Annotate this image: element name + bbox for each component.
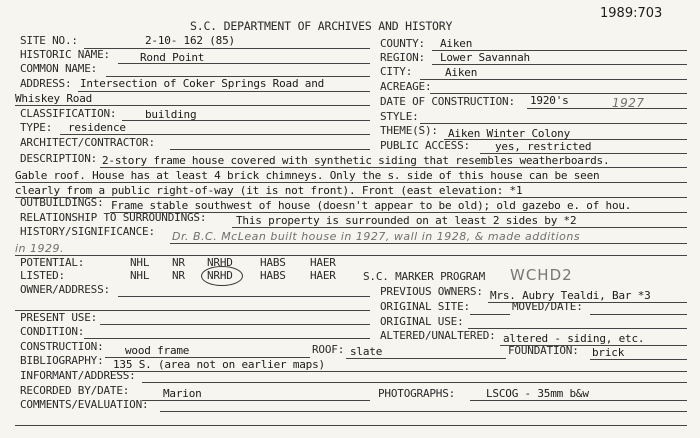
site-no-value: 2-10- 162 (85) <box>145 34 235 47</box>
original-site-label: ORIGINAL SITE: <box>380 300 470 313</box>
classification-label: CLASSIFICATION: <box>20 107 117 120</box>
county-label: COUNTY: <box>380 37 425 50</box>
potential-label: POTENTIAL: <box>20 256 85 269</box>
address-value-line1: Intersection of Coker Springs Road and <box>80 77 325 90</box>
potential-nhl: NHL <box>130 256 150 269</box>
architect-line <box>170 149 370 150</box>
description-line2: Gable roof. House has at least 4 brick chimneys. Only the s. side of this house can be seen <box>15 169 600 182</box>
type-line <box>60 134 370 135</box>
roof-line <box>346 358 506 359</box>
comments-line-1 <box>160 411 687 412</box>
classification-value: building <box>145 108 197 121</box>
informant-label: INFORMANT/ADDRESS: <box>20 369 136 382</box>
agency-title: S.C. DEPARTMENT OF ARCHIVES AND HISTORY <box>190 19 453 33</box>
accession-stamp: 1989:703 <box>600 6 663 21</box>
original-use-label: ORIGINAL USE: <box>380 315 464 328</box>
city-value: Aiken <box>445 66 478 79</box>
listed-nrhd: NRHD <box>207 269 233 282</box>
address-label: ADDRESS: <box>20 77 72 90</box>
region-line <box>432 64 687 65</box>
type-value: residence <box>68 121 126 134</box>
date-construction-value: 1920's <box>530 94 569 107</box>
listed-haer: HAER <box>310 269 336 282</box>
owner-line <box>118 296 370 297</box>
description-label: DESCRIPTION: <box>20 152 98 165</box>
bibliography-line <box>110 371 687 372</box>
recorded-by-value: Marion <box>163 387 202 400</box>
style-label: STYLE: <box>380 110 419 123</box>
city-label: CITY: <box>380 65 413 78</box>
marker-handwritten: WCHD2 <box>510 266 573 284</box>
condition-label: CONDITION: <box>20 325 85 338</box>
listed-habs: HABS <box>260 269 286 282</box>
original-site-line <box>470 314 510 315</box>
previous-owners-label: PREVIOUS OWNERS: <box>380 285 483 298</box>
style-line <box>420 123 687 124</box>
historic-name-value: Rond Point <box>140 51 205 64</box>
county-value: Aiken <box>440 37 473 50</box>
common-name-label: COMMON NAME: <box>20 62 98 75</box>
theme-value: Aiken Winter Colony <box>448 127 571 140</box>
theme-label: THEME(S): <box>380 124 438 137</box>
public-access-value: yes, restricted <box>495 140 592 153</box>
date-construction-line <box>527 108 687 109</box>
comments-label: COMMENTS/EVALUATION: <box>20 398 149 411</box>
description-rule-1 <box>100 167 687 168</box>
outbuildings-value: Frame stable southwest of house (doesn't appear to be old); old gazebo e. of hou. <box>111 199 632 212</box>
relationship-label: RELATIONSHIP TO SURROUNDINGS: <box>20 211 207 224</box>
owner-label: OWNER/ADDRESS: <box>20 283 110 296</box>
history-rule-2 <box>15 255 687 256</box>
moved-date-line <box>590 314 687 315</box>
historic-name-label: HISTORIC NAME: <box>20 48 110 61</box>
original-use-line <box>468 328 687 329</box>
type-label: TYPE: <box>20 121 53 134</box>
potential-habs: HABS <box>260 256 286 269</box>
present-use-line <box>100 324 370 325</box>
nrhd-circle-mark <box>201 266 243 286</box>
description-line3: clearly from a public right-of-way (it is not front). Front (east elevation: *1 <box>15 184 523 197</box>
outbuildings-label: OUTBUILDINGS: <box>20 196 104 209</box>
present-use-label: PRESENT USE: <box>20 311 98 324</box>
address-value-line2: Whiskey Road <box>15 92 93 105</box>
relationship-value: This property is surrounded on at least 2 sides by *2 <box>236 214 577 227</box>
description-line1: 2-story frame house covered with synthetic siding that resembles weatherboards. <box>102 154 610 167</box>
history-handwritten-line1: Dr. B.C. McLean built house in 1927, wall in 1928, & made additions <box>172 230 581 243</box>
roof-label: ROOF: <box>312 343 345 356</box>
date-construction-label: DATE OF CONSTRUCTION: <box>380 95 515 108</box>
listed-nr: NR <box>172 269 185 282</box>
foundation-line <box>590 359 687 360</box>
region-label: REGION: <box>380 51 425 64</box>
historic-name-line <box>118 63 370 64</box>
history-label: HISTORY/SIGNIFICANCE: <box>20 225 155 238</box>
description-rule-2 <box>15 182 687 183</box>
site-no-line <box>84 48 370 49</box>
moved-date-label: MOVED/DATE: <box>512 300 583 313</box>
description-rule-3 <box>15 197 687 198</box>
history-handwritten-line2: in 1929. <box>15 242 65 255</box>
previous-owners-value: Mrs. Aubry Tealdi, Bar *3 <box>490 289 651 302</box>
address-line-1 <box>78 91 370 92</box>
region-value: Lower Savannah <box>440 51 530 64</box>
history-rule-1 <box>170 243 687 244</box>
relationship-line <box>232 227 687 228</box>
construction-value: wood frame <box>125 344 190 357</box>
altered-value: altered - siding, etc. <box>503 332 645 345</box>
recorded-by-line <box>142 400 370 401</box>
photographs-label: PHOTOGRAPHS: <box>378 387 456 400</box>
public-access-label: PUBLIC ACCESS: <box>380 139 470 152</box>
photographs-line <box>470 400 687 401</box>
potential-nrhd: NRHD <box>207 256 233 269</box>
site-no-label: SITE NO.: <box>20 34 78 47</box>
address-line-2 <box>15 105 370 106</box>
date-construction-handwritten: 1927 <box>612 96 645 110</box>
potential-nr: NR <box>172 256 185 269</box>
photographs-value: LSCOG - 35mm b&w <box>486 387 589 400</box>
potential-haer: HAER <box>310 256 336 269</box>
informant-line <box>142 382 687 383</box>
listed-nhl: NHL <box>130 269 150 282</box>
acreage-label: ACREAGE: <box>380 80 432 93</box>
foundation-label: FOUNDATION: <box>508 344 579 357</box>
listed-label: LISTED: <box>20 269 65 282</box>
recorded-by-label: RECORDED BY/DATE: <box>20 384 130 397</box>
comments-line-2 <box>15 425 687 426</box>
classification-line <box>122 120 370 121</box>
architect-label: ARCHITECT/CONTRACTOR: <box>20 136 155 149</box>
foundation-value: brick <box>592 346 625 359</box>
altered-label: ALTERED/UNALTERED: <box>380 329 496 342</box>
bibliography-value: 135 S. (area not on earlier maps) <box>113 358 325 371</box>
construction-label: CONSTRUCTION: <box>20 340 104 353</box>
condition-line <box>84 338 370 339</box>
bibliography-label: BIBLIOGRAPHY: <box>20 354 104 367</box>
marker-label: S.C. MARKER PROGRAM <box>363 270 486 283</box>
roof-value: slate <box>350 345 383 358</box>
city-line <box>420 79 687 80</box>
